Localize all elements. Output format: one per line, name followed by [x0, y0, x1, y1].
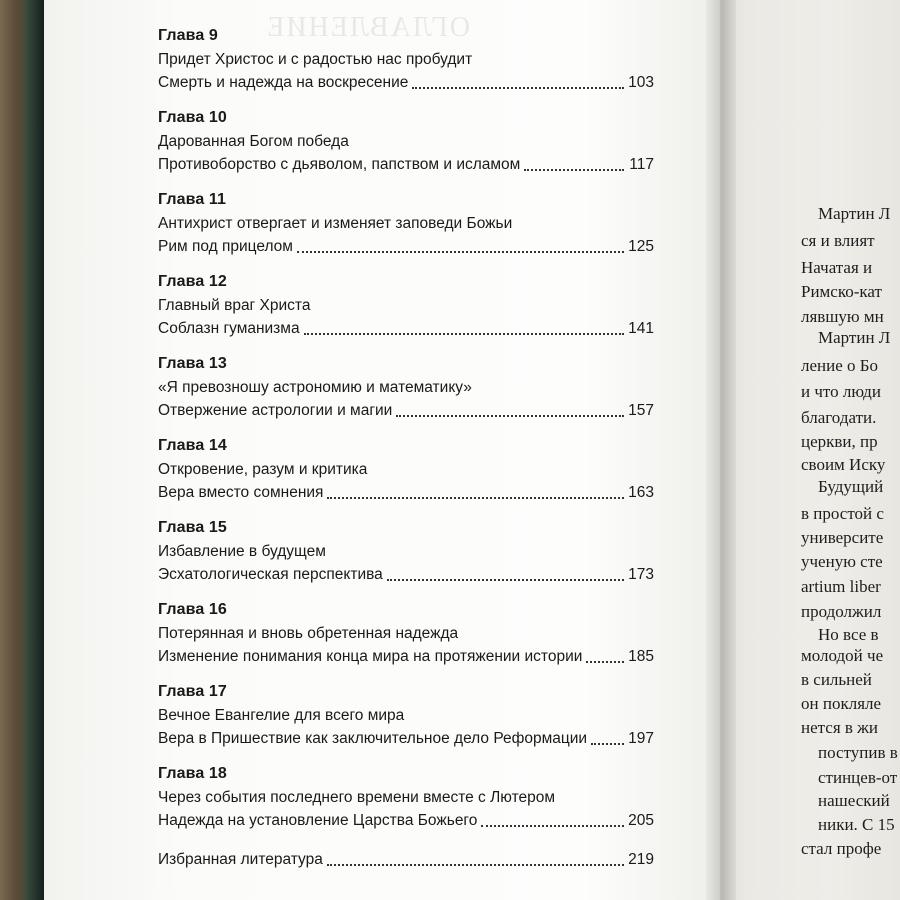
page-number: 157 — [628, 402, 654, 419]
right-page-line: молодой че — [801, 646, 884, 665]
page-number: 197 — [628, 730, 654, 747]
right-page-line: университе — [801, 528, 884, 547]
toc-entry — [158, 516, 654, 598]
chapter-subtitle: Противоборство с дьяволом, папством и исламом — [158, 156, 521, 173]
chapter-label: Глава 10 — [158, 109, 227, 126]
dot-leader — [396, 400, 624, 417]
toc-entry — [158, 762, 654, 844]
chapter-label: Глава 9 — [158, 27, 218, 44]
toc-entry — [158, 352, 654, 434]
chapter-title: Избавление в будущем — [158, 543, 326, 560]
right-page-line: продолжил — [801, 602, 882, 621]
right-page-line: ся и влият — [801, 231, 875, 250]
right-page-line: благодати. — [801, 408, 877, 427]
chapter-label: Глава 17 — [158, 683, 227, 700]
right-page-line: Начатая и — [801, 258, 873, 277]
dot-leader — [481, 810, 624, 827]
book-gutter-shadow — [706, 0, 736, 900]
chapter-subtitle-line — [158, 563, 654, 586]
chapter-subtitle: Вера вместо сомнения — [158, 484, 324, 501]
right-page-line: он покляле — [801, 694, 882, 713]
page-number: 173 — [628, 566, 654, 583]
right-page-line: Но все в — [818, 625, 879, 644]
dot-leader — [586, 646, 624, 663]
chapter-title: Через события последнего времени вместе с Лютером — [158, 789, 556, 806]
chapter-subtitle-line — [158, 71, 654, 94]
page-number: 141 — [628, 320, 654, 337]
right-page-line: Мартин Л — [818, 328, 891, 347]
right-page-line: стинцев-от — [818, 768, 898, 787]
right-page-line: Будущий — [818, 477, 884, 496]
chapter-subtitle-line — [158, 645, 654, 668]
chapter-title: «Я превозношу астрономию и математику» — [158, 379, 472, 396]
chapter-subtitle: Эсхатологическая перспектива — [158, 566, 383, 583]
chapter-subtitle: Вера в Пришествие как заключительное дело Реформации — [158, 730, 588, 747]
chapter-label: Глава 14 — [158, 437, 227, 454]
chapter-subtitle: Рим под прицелом — [158, 238, 293, 255]
ghost-heading: ОГЛАВЛЕНИЕ — [265, 12, 470, 43]
chapter-title: Главный враг Христа — [158, 297, 311, 314]
page-number: 205 — [628, 812, 654, 829]
dot-leader — [327, 482, 624, 499]
dot-leader — [297, 236, 624, 253]
toc-entry — [158, 680, 654, 762]
right-page-line: Римско-кат — [801, 282, 882, 301]
page-number: 103 — [628, 74, 654, 91]
table-of-contents — [158, 24, 654, 867]
right-page-line: artium liber — [801, 577, 881, 596]
chapter-subtitle: Соблазн гуманизма — [158, 320, 300, 337]
chapter-title: Дарованная Богом победа — [158, 133, 349, 150]
chapter-label: Глава 13 — [158, 355, 227, 372]
chapter-label: Глава 16 — [158, 601, 227, 618]
right-page-line: стал профе — [801, 839, 882, 858]
page-number: 219 — [628, 851, 654, 868]
chapter-subtitle: Надежда на установление Царства Божьего — [158, 812, 478, 829]
right-page-line: лявшую мн — [801, 307, 884, 326]
page-number: 185 — [628, 648, 654, 665]
chapter-subtitle-line — [158, 153, 654, 176]
toc-entry — [158, 188, 654, 270]
dot-leader — [524, 154, 624, 171]
chapter-title: Потерянная и вновь обретенная надежда — [158, 625, 459, 642]
right-page-line: нется в жи — [801, 718, 879, 737]
right-page-line: церкви, пр — [801, 432, 878, 451]
chapter-subtitle-line — [158, 399, 654, 422]
chapter-title: Откровение, разум и критика — [158, 461, 368, 478]
right-page-line: нашеский — [818, 791, 890, 810]
right-page-line: поступив в — [818, 743, 898, 762]
bibliography-entry — [158, 848, 654, 871]
page-number: 163 — [628, 484, 654, 501]
right-page-line: своим Иску — [801, 455, 886, 474]
chapter-subtitle-line — [158, 481, 654, 504]
chapter-label: Глава 11 — [158, 191, 227, 208]
right-page-line: ученую сте — [801, 552, 883, 571]
dot-leader — [591, 728, 624, 745]
chapter-subtitle-line — [158, 809, 654, 832]
bibliography-label: Избранная литература — [158, 851, 323, 868]
chapter-label: Глава 15 — [158, 519, 227, 536]
chapter-label: Глава 18 — [158, 765, 227, 782]
chapter-subtitle: Отвержение астрологии и магии — [158, 402, 393, 419]
dot-leader — [412, 72, 624, 89]
toc-entry — [158, 24, 654, 106]
chapter-subtitle-line — [158, 727, 654, 750]
chapter-subtitle-line — [158, 235, 654, 258]
toc-entry — [158, 598, 654, 680]
right-page-text — [800, 0, 900, 900]
dot-leader — [387, 564, 624, 581]
chapter-subtitle: Смерть и надежда на воскресение — [158, 74, 409, 91]
chapter-subtitle-line — [158, 317, 654, 340]
page-number: 125 — [628, 238, 654, 255]
right-page-line: в простой с — [801, 504, 884, 523]
right-page-line: и что люди — [801, 382, 881, 401]
toc-entry — [158, 106, 654, 188]
chapter-title: Придет Христос и с радостью нас пробудит — [158, 51, 473, 68]
dot-leader — [304, 318, 624, 335]
toc-entry — [158, 270, 654, 352]
chapter-label: Глава 12 — [158, 273, 227, 290]
chapter-title: Антихрист отвергает и изменяет заповеди Божьи — [158, 215, 513, 232]
chapter-subtitle: Изменение понимания конца мира на протяжении истории — [158, 648, 583, 665]
right-page-line: в сильней — [801, 670, 872, 689]
right-page-line: Мартин Л — [818, 204, 891, 223]
right-page-line: ники. С 15 — [818, 815, 895, 834]
chapter-title: Вечное Евангелие для всего мира — [158, 707, 405, 724]
toc-entry — [158, 434, 654, 516]
page-number: 117 — [629, 156, 654, 173]
dot-leader — [327, 849, 624, 866]
right-page-line: ление о Бо — [801, 356, 879, 375]
